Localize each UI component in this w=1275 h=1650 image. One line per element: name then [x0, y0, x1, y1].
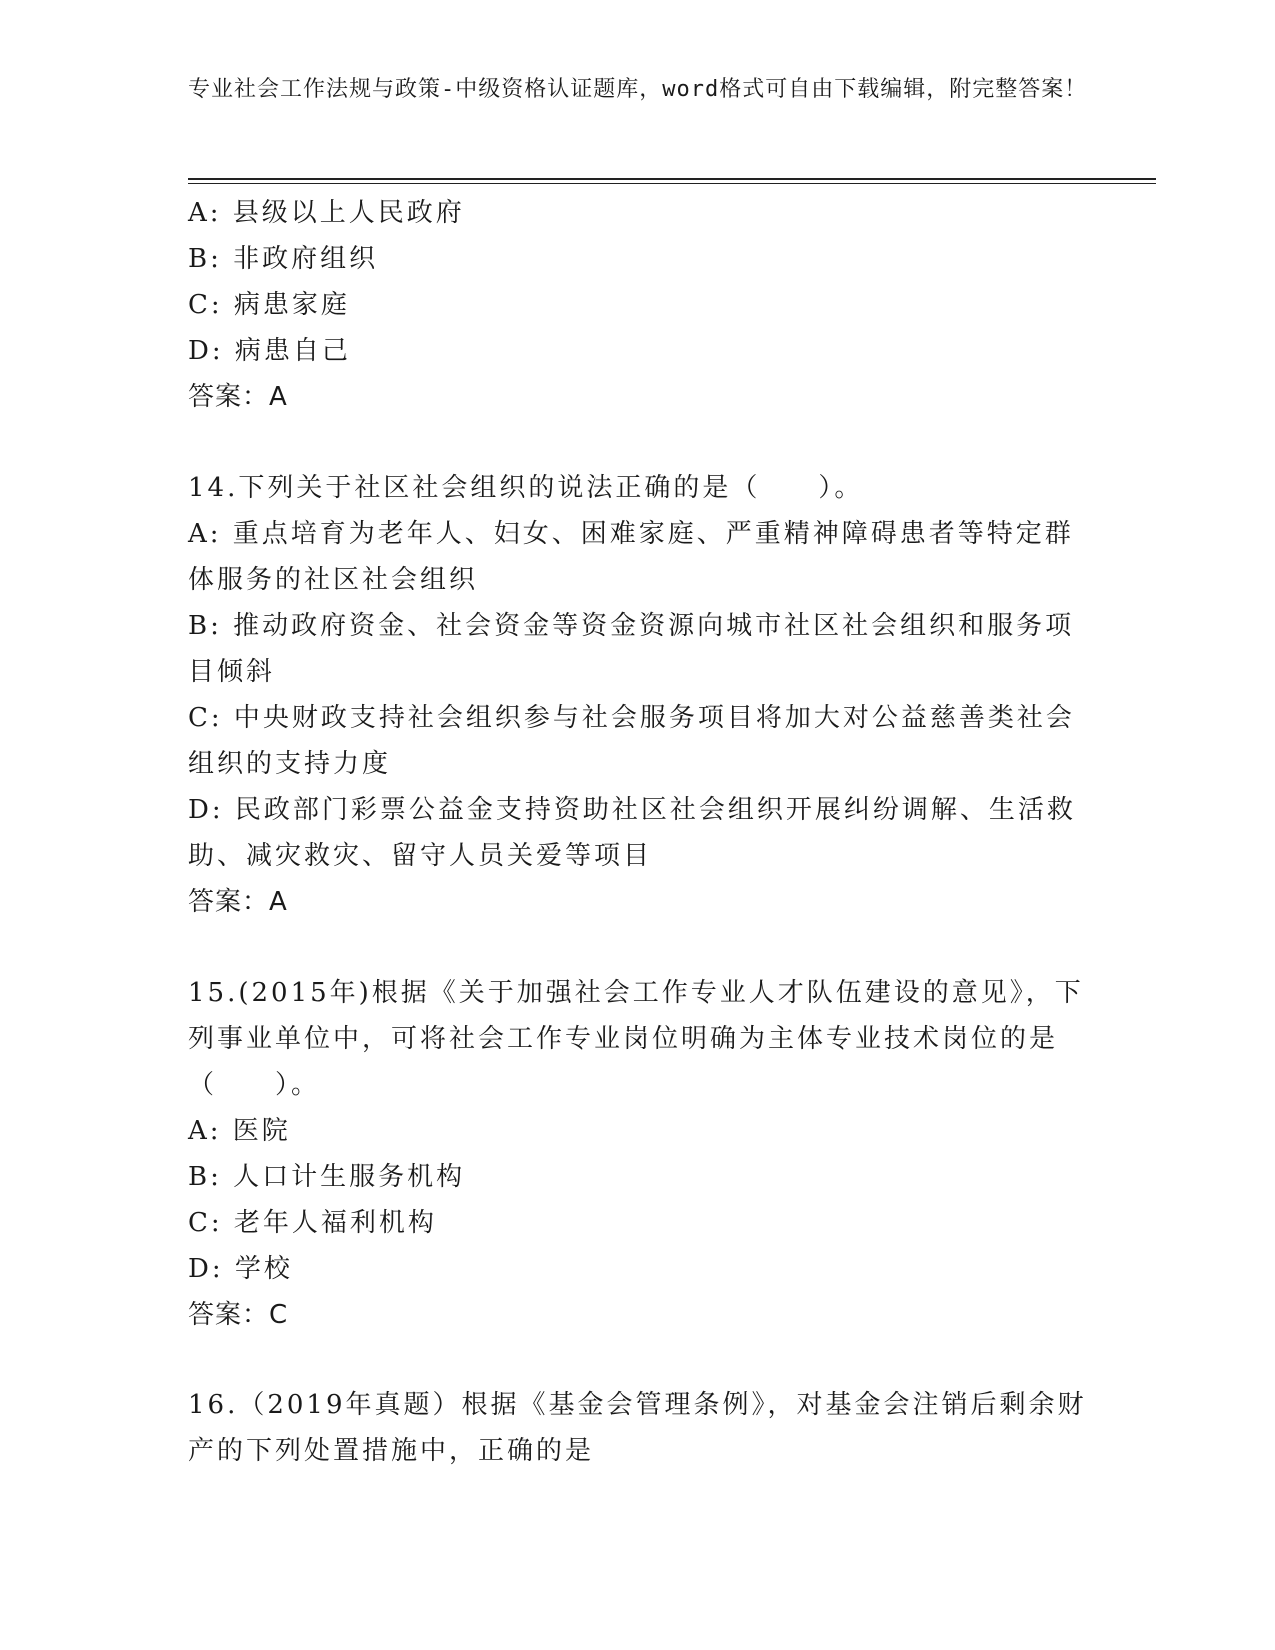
question-14-block [188, 465, 1088, 925]
page-header: 专业社会工作法规与政策-中级资格认证题库，word格式可自由下载编辑，附完整答案！ [188, 77, 1088, 102]
q14-option-c: C: 中央财政支持社会组织参与社会服务项目将加大对公益慈善类社会组织的支持力度 [188, 703, 1075, 779]
q13-option-b: B: 非政府组织 [188, 244, 379, 274]
q13-answer: 答案：A [188, 382, 288, 412]
question-13-block [188, 190, 1088, 420]
spacer [188, 1338, 1088, 1382]
question-list [188, 190, 1088, 1474]
spacer [188, 925, 1088, 970]
q13-option-d: D: 病患自己 [188, 336, 351, 366]
q15-stem: 15.(2015年)根据《关于加强社会工作专业人才队伍建设的意见》，下列事业单位中，可将社会工作专业岗位明确为主体专业技术岗位的是（ ）。 [188, 978, 1084, 1100]
q13-option-c: C: 病患家庭 [188, 290, 350, 320]
q14-option-d: D: 民政部门彩票公益金支持资助社区社会组织开展纠纷调解、生活救助、减灾救灾、留守人员关爱等项目 [188, 795, 1076, 871]
question-16-block [188, 1382, 1088, 1474]
q15-answer: 答案：C [188, 1300, 289, 1330]
question-15-block [188, 970, 1088, 1338]
q15-option-c: C: 老年人福利机构 [188, 1208, 437, 1238]
q13-option-a: A: 县级以上人民政府 [188, 198, 465, 228]
q14-stem: 14.下列关于社区社会组织的说法正确的是（ ）。 [188, 473, 864, 503]
q16-stem: 16.（2019年真题）根据《基金会管理条例》，对基金会注销后剩余财产的下列处置措施中，正确的是 [188, 1390, 1087, 1466]
q15-option-d: D: 学校 [188, 1254, 293, 1284]
q14-answer: 答案：A [188, 887, 288, 917]
header-divider-thin [188, 183, 1156, 184]
q14-option-b: B: 推动政府资金、社会资金等资金资源向城市社区社会组织和服务项目倾斜 [188, 611, 1075, 687]
header-divider [188, 178, 1156, 180]
q15-option-b: B: 人口计生服务机构 [188, 1162, 466, 1192]
spacer [188, 420, 1088, 465]
q14-option-a: A: 重点培育为老年人、妇女、困难家庭、严重精神障碍患者等特定群体服务的社区社会组织 [188, 519, 1074, 595]
q15-option-a: A: 医院 [188, 1116, 291, 1146]
